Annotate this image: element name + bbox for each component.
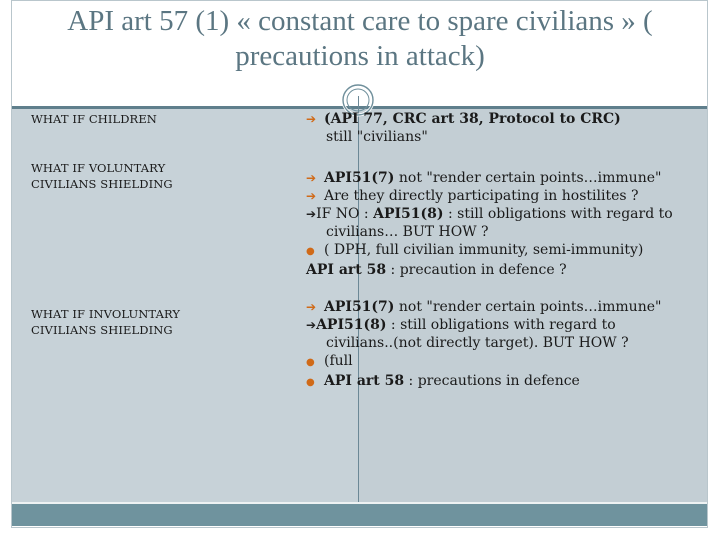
answer-text: API51(8) xyxy=(316,317,387,333)
arrow-icon: ➔ xyxy=(306,207,317,221)
answer-text: API51(7) xyxy=(324,299,395,315)
question-line: CIVILIANS SHIELDING xyxy=(31,177,173,191)
answer-text: : still obligations with regard to xyxy=(386,317,616,333)
bullet-icon: ● xyxy=(306,377,315,388)
question-line: WHAT IF INVOLUNTARY xyxy=(31,307,181,321)
answer-voluntary-shielding xyxy=(306,169,701,279)
answer-involuntary-shielding xyxy=(306,298,701,392)
arrow-icon: ➔ xyxy=(306,112,317,126)
answer-text: civilians… BUT HOW ? xyxy=(326,224,489,240)
answer-text: API51(7) xyxy=(324,170,395,186)
answer-text: civilians..(not directly target). BUT HOW ? xyxy=(326,335,629,351)
answer-text: (API 77, CRC art 38, Protocol to CRC) xyxy=(324,111,621,127)
arrow-icon: ➔ xyxy=(306,300,317,314)
answer-text: API art 58 xyxy=(324,373,405,389)
answer-text: Are they directly participating in hostilites ? xyxy=(324,188,639,204)
question-voluntary-shielding xyxy=(31,160,173,192)
answer-text: ( DPH, full civilian immunity, semi-immunity) xyxy=(324,242,644,258)
bullet-icon: ● xyxy=(306,357,315,368)
slide-title-line2: precautions in attack) xyxy=(235,40,485,72)
answer-text: : precautions in defence xyxy=(404,373,580,389)
question-line: CIVILIANS SHIELDING xyxy=(31,323,173,337)
answer-text: API art 58 xyxy=(306,262,387,278)
answer-text: IF NO : xyxy=(316,206,374,222)
answer-text: : still obligations with regard to xyxy=(443,206,673,222)
question-line: WHAT IF CHILDREN xyxy=(31,112,157,126)
answer-text: API51(8) xyxy=(373,206,444,222)
question-children xyxy=(31,111,157,127)
bullet-icon: ● xyxy=(306,246,315,257)
answer-text: : precaution in defence ? xyxy=(386,262,567,278)
arrow-icon: ➔ xyxy=(306,189,317,203)
answer-text: (full xyxy=(324,353,353,369)
footer-bar xyxy=(12,504,707,526)
answer-text: not "render certain points…immune" xyxy=(394,299,662,315)
arrow-icon: ➔ xyxy=(306,171,317,185)
question-line: WHAT IF VOLUNTARY xyxy=(31,161,166,175)
arrow-icon: ➔ xyxy=(306,318,317,332)
slide-title-line1: API art 57 (1) « constant care to spare civilians » ( xyxy=(67,5,653,37)
question-involuntary-shielding xyxy=(31,306,180,338)
answer-text: still "civilians" xyxy=(326,129,428,145)
slide-title xyxy=(14,4,706,74)
answer-text: not "render certain points…immune" xyxy=(394,170,662,186)
answer-children xyxy=(306,110,701,146)
